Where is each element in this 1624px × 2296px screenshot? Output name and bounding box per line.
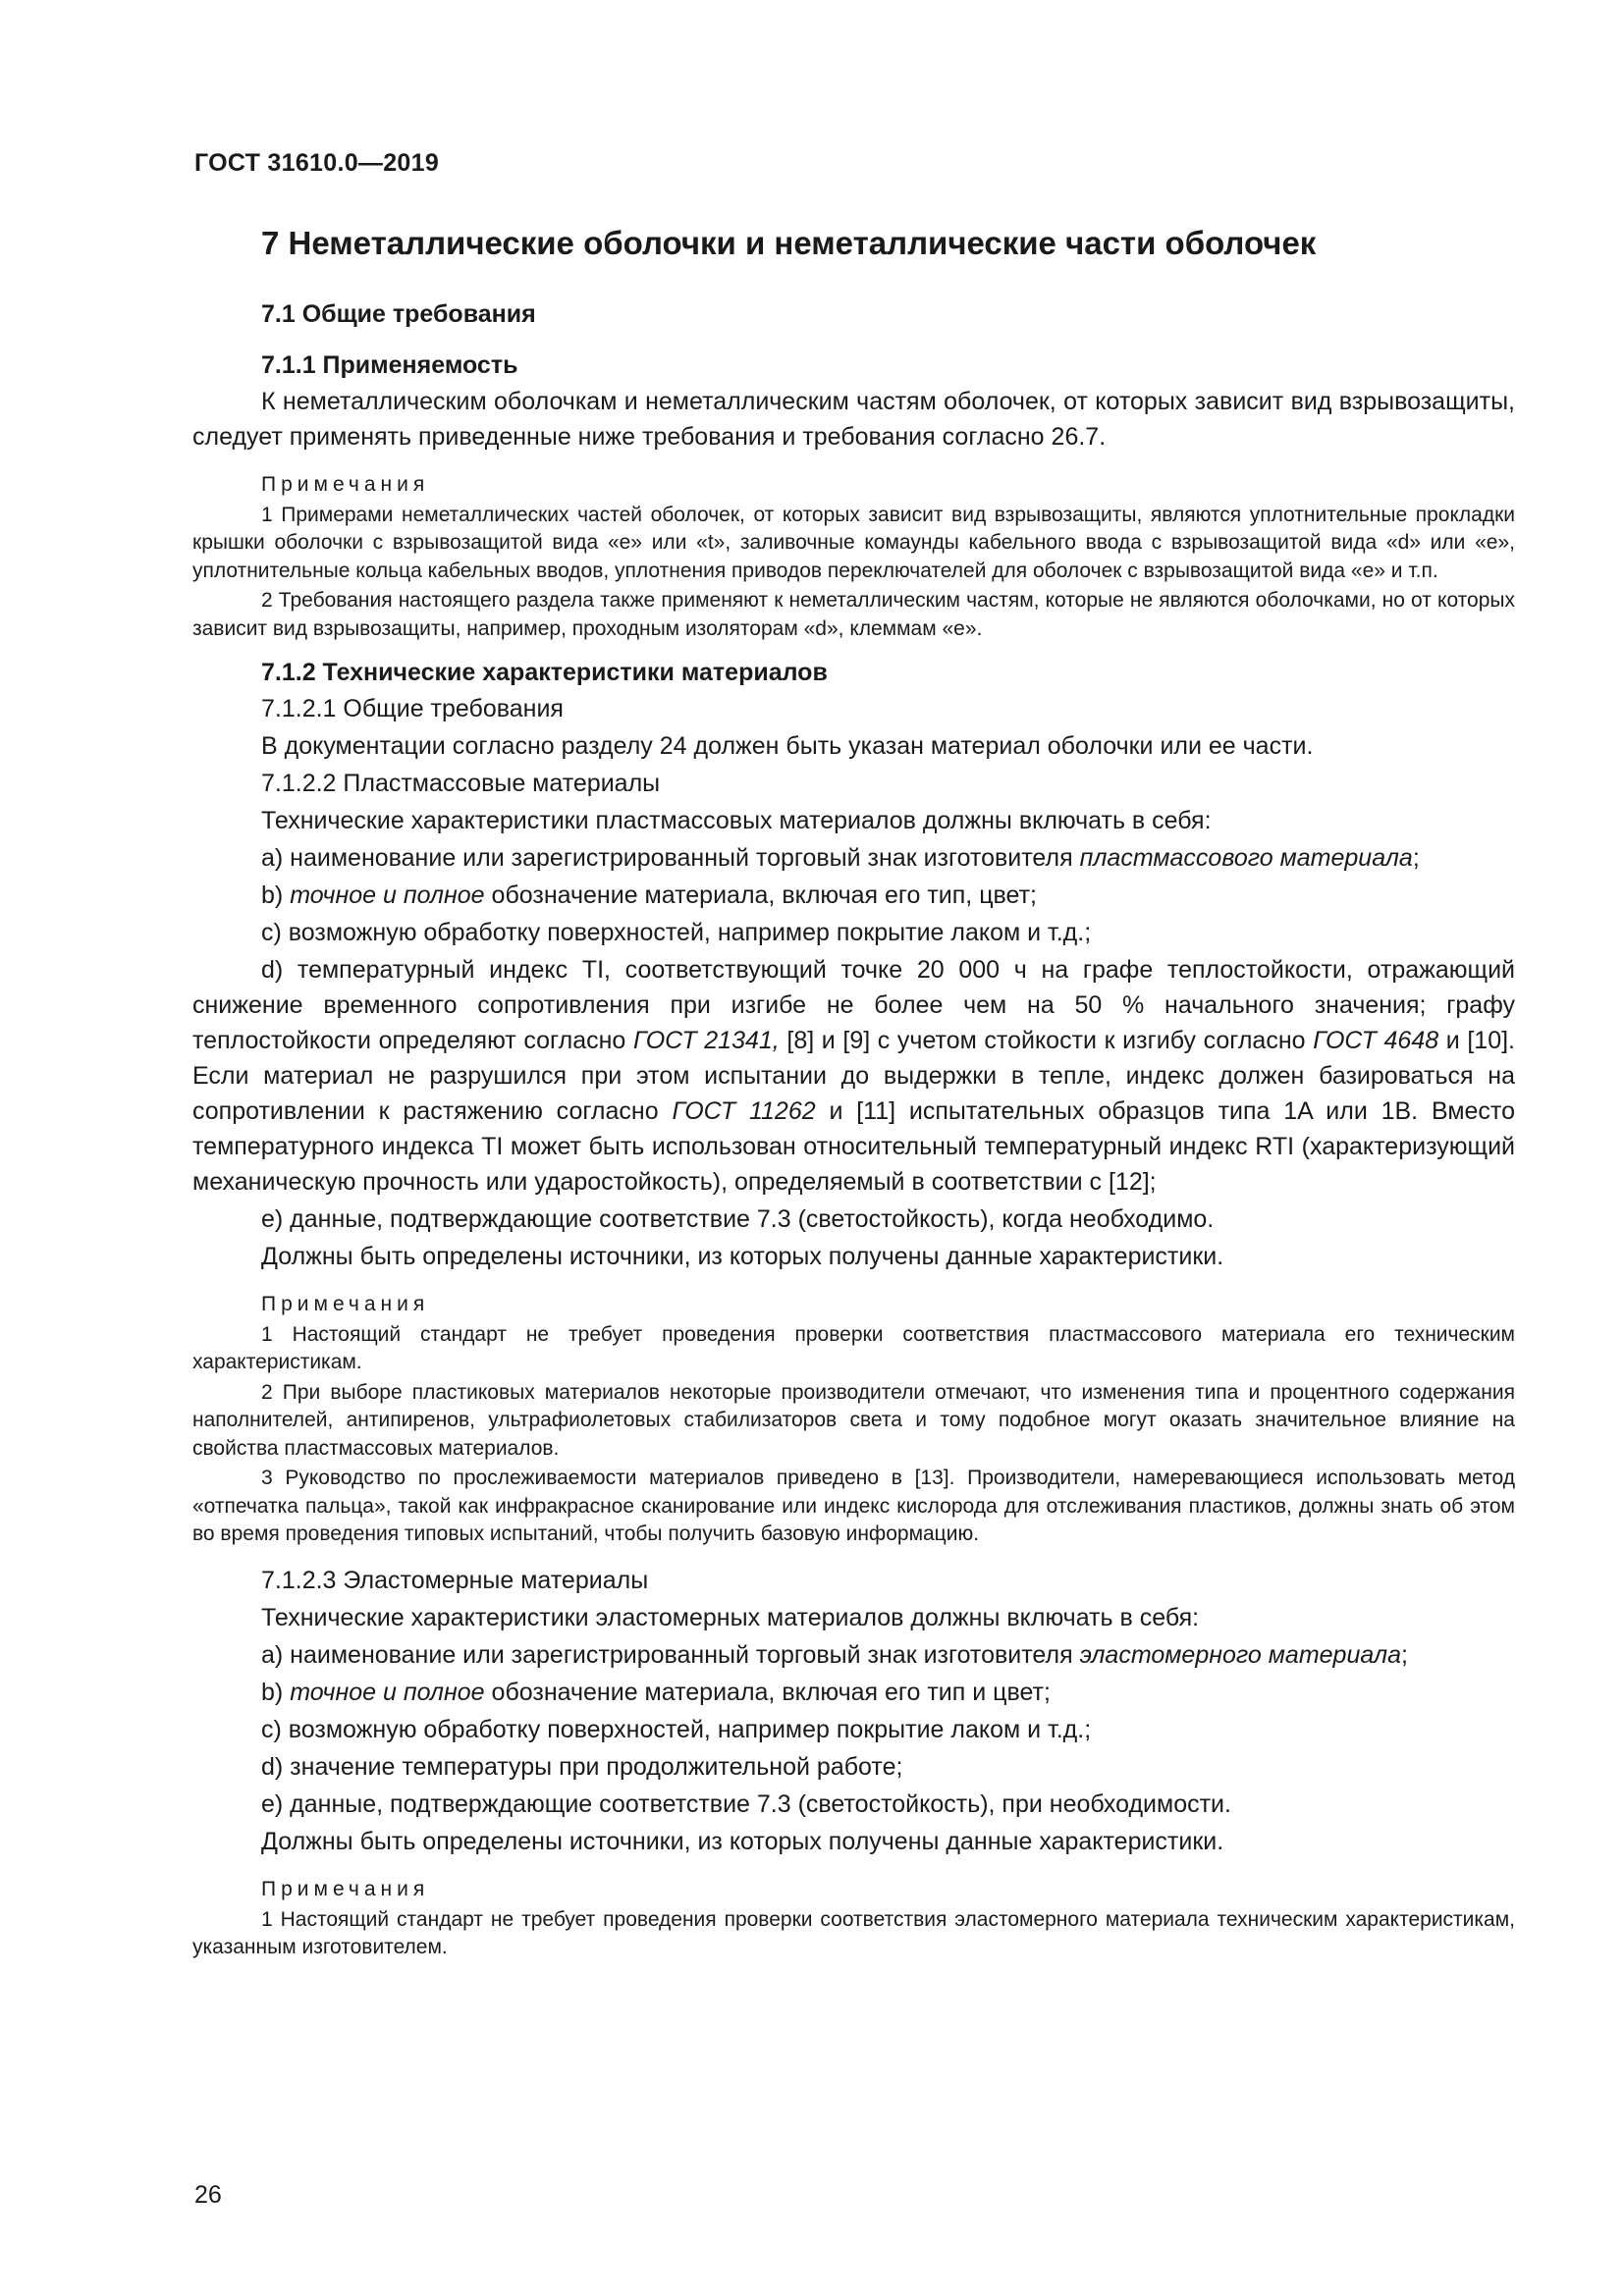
list-item-d: d) значение температуры при продолжительной работе; [261,1752,903,1781]
list-item-e: e) данные, подтверждающие соответствие 7.3 (светостойкость), когда необходимо. [261,1204,1215,1233]
list-item-e: e) данные, подтверждающие соответствие 7.3 (светостойкость), при необходимости. [261,1789,1231,1818]
note-item: 2 Требования настоящего раздела также применяют к неметаллическим частям, которые не являются оболочками, но от которых зависит вид взрывозащиты, например, проходным изоляторам «d», клеммам «e». [192,589,1515,640]
note-item: 1 Настоящий стандарт не требует проведения проверки соответствия пластмассового материала его техническим характеристикам. [192,1322,1515,1374]
list-item-a: a) наименование или зарегистрированный торговый знак изготовителя эластомерного материала; [261,1640,1408,1669]
clause-7-1-2-1-title: 7.1.2.1 Общие требования [261,694,564,722]
list-item-d: d) температурный индекс TI, соответствующий точке 20 000 ч на графе теплостойкости, отражающий снижение временного сопротивления при изгибе не более чем на 50 % начального значения; графу теплостойкости определяют согласно ГОСТ 21341, [8] и [9] с учетом стойкости к изгибу согласно ГОСТ 4648 и [10]. Если материал не разрушился при этом испытании до выдержки в тепле, индекс должен базироваться на сопротивлении к растяжению согласно ГОСТ 11262 и [11] испытательных образцов типа 1A или 1B. Вместо температурного индекса TI может быть использован относительный температурный индекс RTI (характеризующий механическую прочность или ударостойкость), определяемый в соответствии с [12]; [192,955,1516,1196]
note-item: 2 При выборе пластиковых материалов некоторые производители отмечают, что изменения типа и процентного содержания наполнителей, антипиренов, ультрафиолетовых стабилизаторов света и тому подобное могут оказать значительное влияние на свойства пластмассовых материалов. [192,1380,1515,1460]
clause-7-1-2-3-intro: Технические характеристики эластомерных материалов должны включать в себя: [261,1603,1200,1631]
list-item-c: c) возможную обработку поверхностей, например покрытие лаком и т.д.; [261,1715,1092,1743]
note-item: 3 Руководство по прослеживаемости материалов приведено в [13]. Производители, намеревающиеся использовать метод «отпечатка пальца», такой как инфракрасное сканирование или индекс кислорода для отслеживания пластиков, должны знать об этом во время проведения типовых испытаний, чтобы получить базовую информацию. [192,1467,1515,1546]
note-item: 1 Настоящий стандарт не требует проведения проверки соответствия эластомерного материала техническим характеристикам, указанным изготовителем. [192,1907,1515,1959]
clause-7-1-2-1-text: В документации согласно разделу 24 должен быть указан материал оболочки или ее части. [261,731,1314,760]
document-body [192,224,1516,1964]
clause-7-1-2-title: 7.1.2 Технические характеристики материалов [261,659,828,687]
notes-label: Примечания [261,1877,430,1900]
notes-label: Примечания [261,472,430,496]
section-title: 7 Неметаллические оболочки и неметаллические части оболочек [261,225,1317,261]
list-item-a: a) наименование или зарегистрированный торговый знак изготовителя пластмассового материала; [261,843,1420,872]
sources-text: Должны быть определены источники, из которых получены данные характеристики. [261,1827,1224,1855]
clause-7-1-1-title: 7.1.1 Применяемость [261,351,518,380]
document-header: ГОСТ 31610.0—2019 [194,149,440,177]
sources-text: Должны быть определены источники, из которых получены данные характеристики. [261,1242,1224,1270]
clause-7-1-2-2-title: 7.1.2.2 Пластмассовые материалы [261,769,661,797]
clause-7-1-2-3-title: 7.1.2.3 Эластомерные материалы [261,1566,649,1594]
clause-7-1-1-text: К неметаллическим оболочкам и неметаллическим частям оболочек, от которых зависит вид взрывозащиты, следует применять приведенные ниже требования и требования согласно 26.7. [192,387,1515,451]
page-number: 26 [194,2181,222,2209]
list-item-b: b) точное и полное обозначение материала, включая его тип, цвет; [261,881,1037,909]
notes-label: Примечания [261,1292,430,1315]
clause-7-1-2-2-intro: Технические характеристики пластмассовых материалов должны включать в себя: [261,806,1212,834]
list-item-c: c) возможную обработку поверхностей, например покрытие лаком и т.д.; [261,918,1092,946]
subsection-7-1-title: 7.1 Общие требования [261,299,536,328]
note-item: 1 Примерами неметаллических частей оболочек, от которых зависит вид взрывозащиты, являются уплотнительные прокладки крышки оболочки с взрывозащитой вида «e» или «t», заливочные комаунды кабельного ввода с взрывозащитой вида «d» или «e», уплотнительные кольца кабельных вводов, уплотнения приводов переключателей для оболочек с взрывозащитой вида «e» и т.п. [192,503,1515,582]
list-item-b: b) точное и полное обозначение материала, включая его тип и цвет; [261,1678,1051,1706]
